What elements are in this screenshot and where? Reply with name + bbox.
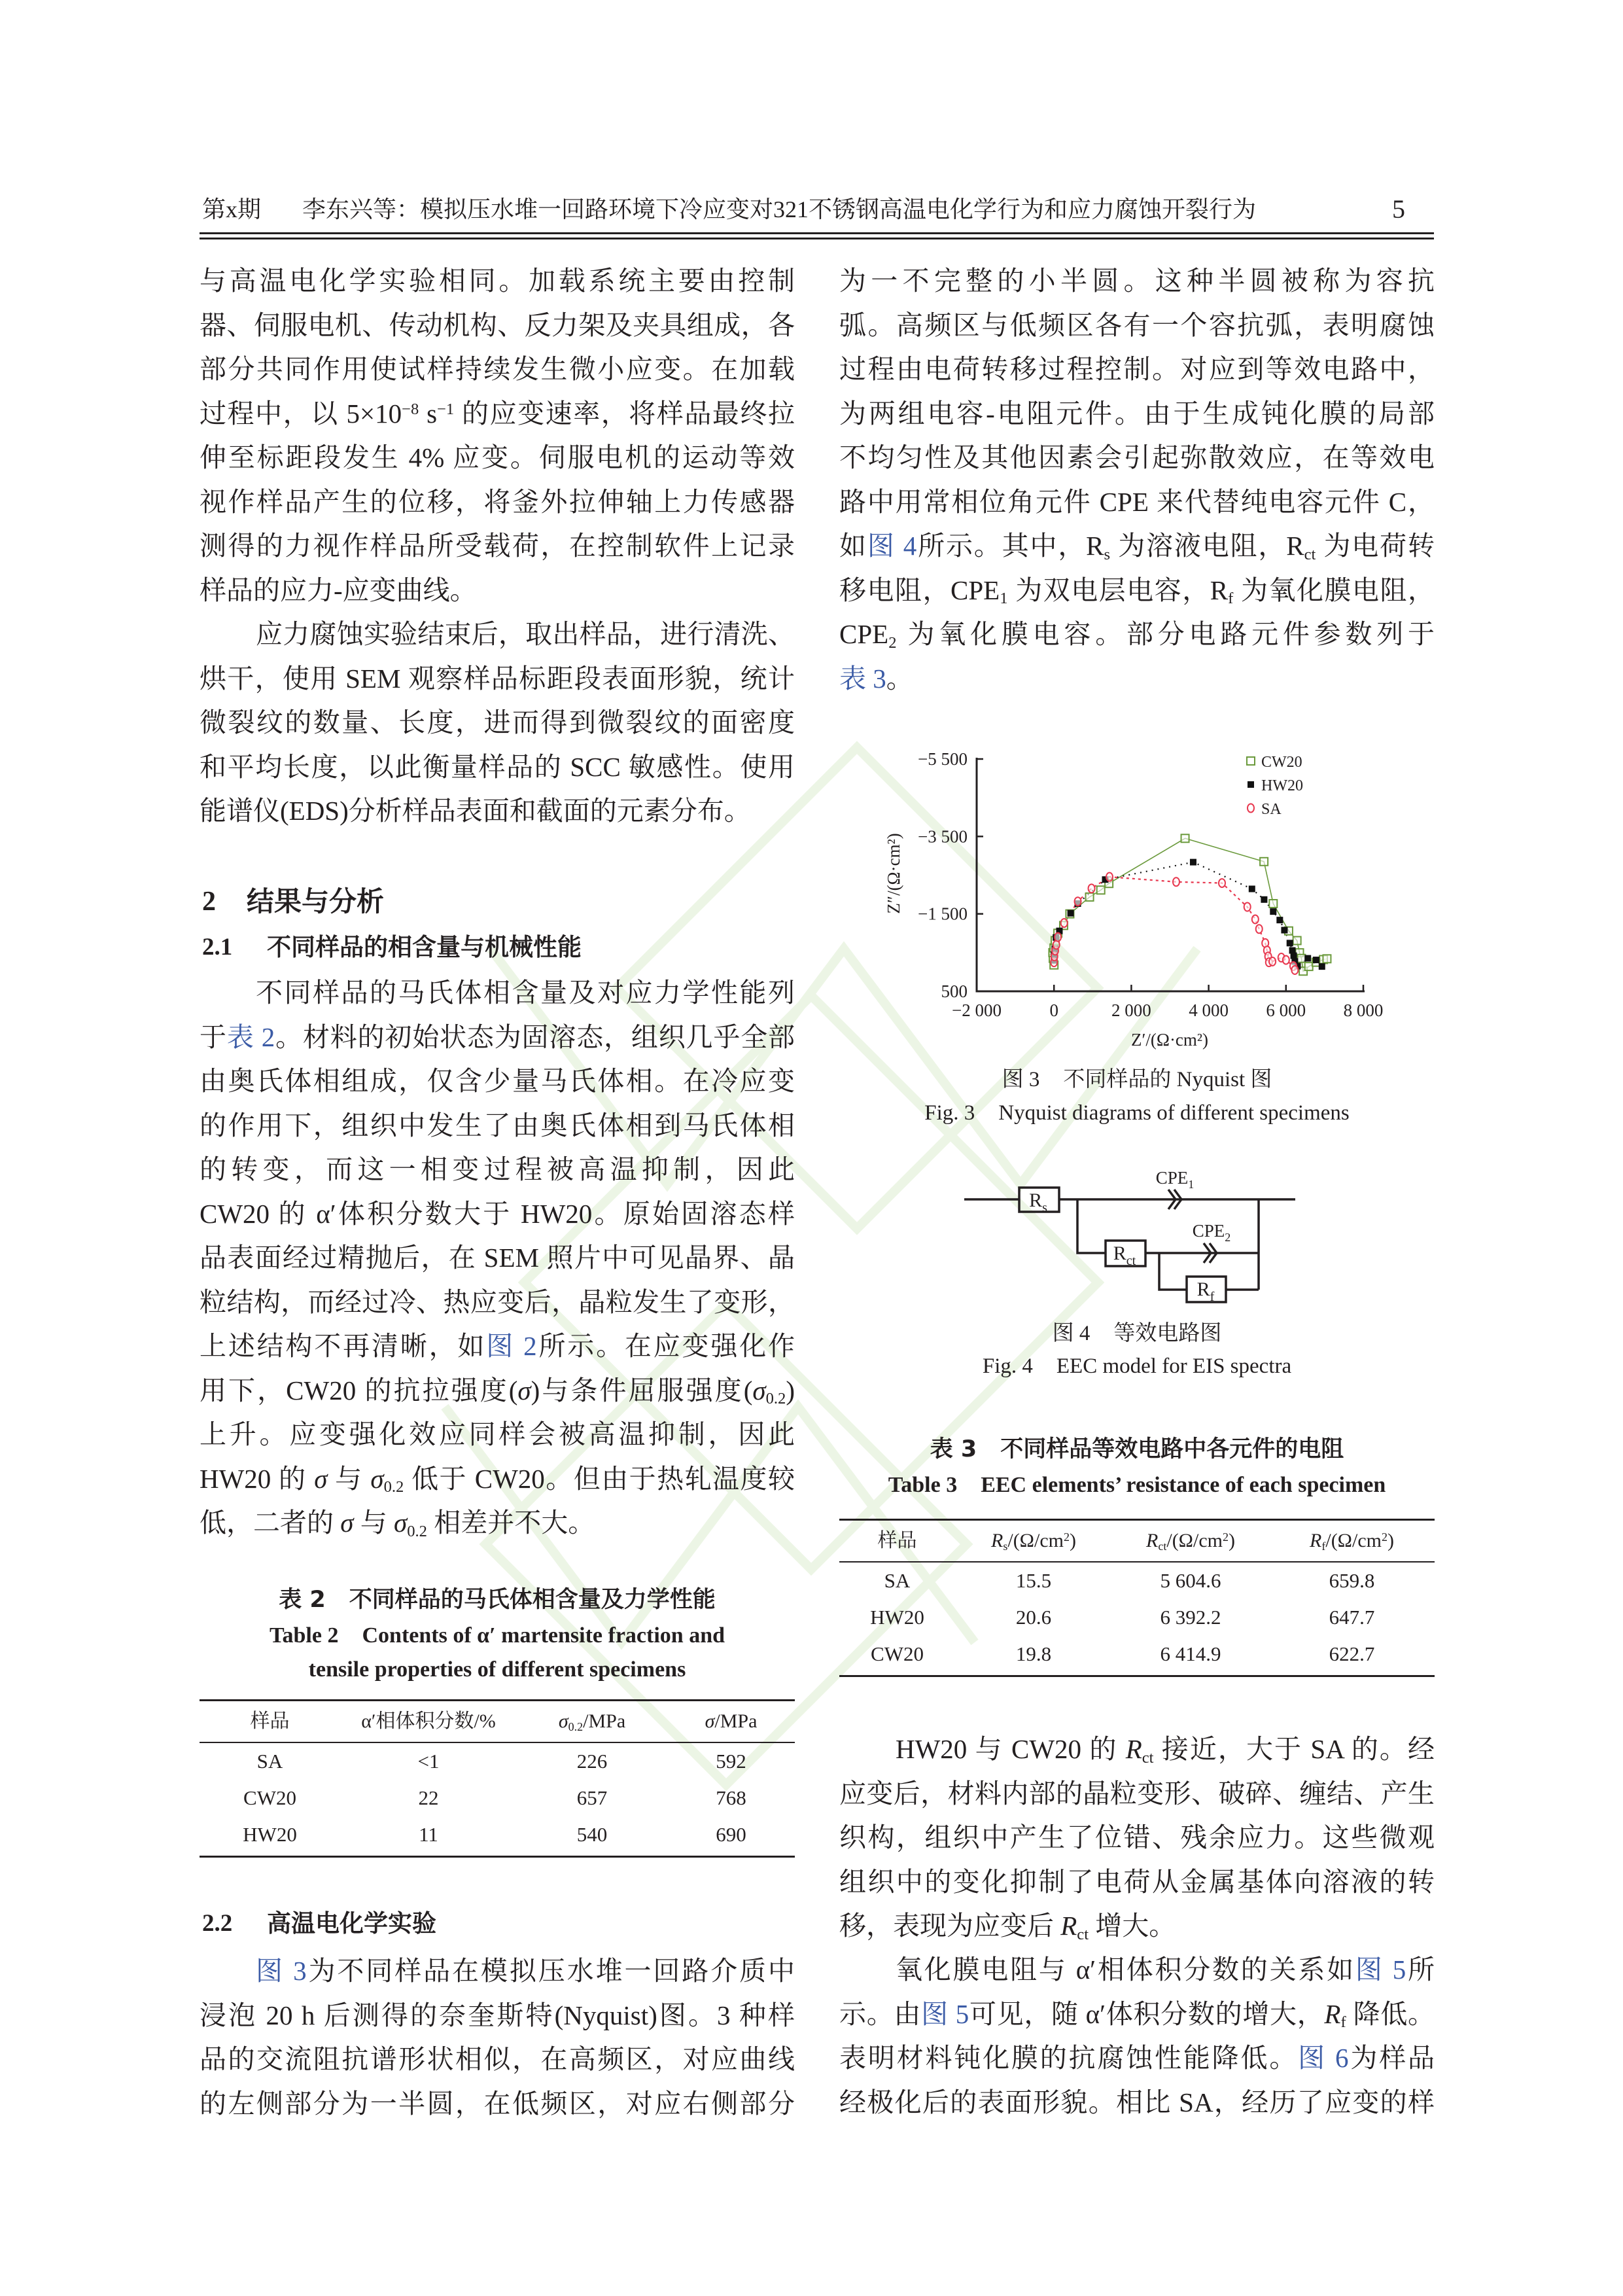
cell-rct: 6 414.9 — [1160, 1642, 1221, 1665]
column-header-martensite-fraction: α′相体积分数/% — [361, 1710, 496, 1732]
sigma-symbol: σ — [370, 1463, 384, 1494]
table-row — [839, 1563, 1435, 1599]
section-number: 2.2 — [202, 1910, 233, 1937]
data-point-cw20 — [1097, 886, 1105, 894]
text-run: 降低。 — [1346, 1998, 1435, 2029]
section-heading-2 — [202, 883, 385, 920]
series-line-hw20 — [1054, 862, 1322, 967]
text-run: 。材料的初始状态为固溶态，组织几乎全部 — [275, 1021, 795, 1052]
data-point-sa — [1256, 925, 1263, 933]
text-line: 伸至标距段发生 4% 应变。伺服电机的运动等效 — [200, 442, 795, 472]
text-line: 过程由电荷转移过程控制。对应到等效电路中， — [839, 354, 1435, 384]
text-run: 为电荷转 — [1316, 531, 1435, 561]
label-main: R — [1196, 1279, 1210, 1300]
unit: /(Ω/cm — [1007, 1530, 1064, 1551]
sigma-symbol: σ — [314, 1463, 328, 1494]
y-tick-label: −5 500 — [918, 749, 968, 769]
figure4-title-en: EEC model for EIS spectra — [1056, 1354, 1292, 1378]
text-run: )与条件屈服强度( — [531, 1375, 753, 1405]
text-line: 的左侧部分为一半圆，在低频区，对应右侧部分 — [200, 2088, 795, 2119]
text-line — [200, 1369, 795, 1413]
legend-label-cw20: CW20 — [1261, 754, 1302, 771]
label-subscript: ct — [1126, 1254, 1136, 1268]
x-axis-label: Z′/(Ω·cm²) — [1130, 1030, 1209, 1050]
x-tick-label: 0 — [1049, 1000, 1058, 1020]
text-run: 于 — [200, 1021, 227, 1052]
header-rule-bottom — [200, 238, 1434, 239]
text-line — [839, 569, 1435, 613]
issue-label: 第x期 — [202, 196, 262, 222]
text-run: 所 — [1406, 1954, 1435, 1985]
cell-specimen: HW20 — [243, 1823, 297, 1846]
table2-caption-en-line2: tensile properties of different specimens — [308, 1657, 686, 1682]
subscript: 1 — [1000, 590, 1008, 608]
text-line: 织构，组织中产生了位错、残余应力。这些微观 — [839, 1822, 1435, 1852]
series-line-cw20 — [1053, 838, 1327, 971]
column-header-rs — [955, 1521, 1112, 1561]
superscript: 2 — [1063, 1530, 1070, 1544]
text-run: 低于 CW20。但由于热轧温度较 — [404, 1463, 795, 1494]
table2-caption-en — [200, 1619, 795, 1652]
text-line: 品表面经过精抛后，在 SEM 照片中可见晶界、晶 — [200, 1243, 795, 1273]
symbol: R — [1324, 1998, 1341, 2029]
text-line: 器、伺服电机、传动机构、反力架及夹具组成，各 — [200, 309, 795, 340]
figure4-caption-cn — [839, 1318, 1435, 1349]
data-point-cw20 — [1260, 858, 1268, 866]
text-line — [839, 1904, 1435, 1949]
text-line: 浸泡 20 h 后测得的奈奎斯特(Nyquist)图。3 种样 — [200, 2000, 795, 2030]
figure3-caption-cn — [839, 1065, 1435, 1095]
text-run: HW20 的 — [200, 1463, 315, 1494]
table-row — [839, 1599, 1435, 1636]
legend-marker-cw20 — [1247, 757, 1255, 765]
text-run: 。 — [886, 663, 913, 694]
text-line: 不均匀性及其他因素会引起弥散效应，在等效电 — [839, 442, 1435, 472]
symbol: R — [1125, 1734, 1142, 1764]
text-line — [200, 392, 795, 436]
subscript: 0.2 — [568, 1720, 584, 1734]
table3-caption-en — [839, 1469, 1435, 1502]
link-table-2[interactable]: 表 2 — [226, 1021, 275, 1052]
link-figure-3[interactable]: 图 3 — [256, 1956, 307, 1986]
equivalent-circuit-diagram — [962, 1165, 1302, 1315]
unit: /(Ω/cm — [1166, 1530, 1223, 1551]
legend-marker-sa — [1248, 804, 1254, 813]
column-header-specimen: 样品 — [250, 1710, 290, 1732]
paragraph-eis-continued — [839, 259, 1435, 701]
cell-tensile: 768 — [716, 1786, 746, 1809]
legend-marker-hw20 — [1248, 781, 1254, 788]
table3 — [839, 1519, 1435, 1677]
data-point-sa — [1269, 957, 1276, 966]
section-number: 2 — [202, 887, 216, 917]
cell-rf: 622.7 — [1329, 1642, 1375, 1665]
x-tick-label: 2 000 — [1111, 1000, 1151, 1020]
cell-tensile: 592 — [716, 1750, 746, 1773]
symbol: R — [1060, 1911, 1077, 1941]
figure4-title-cn: 等效电路图 — [1113, 1322, 1222, 1345]
text-run: 如 — [839, 531, 867, 561]
text-run: 接近，大于 SA 的。经 — [1153, 1734, 1435, 1764]
link-figure-5[interactable]: 图 5 — [921, 1998, 969, 2029]
subscript: 2 — [888, 633, 897, 652]
text-line: 应力腐蚀实验结束后，取出样品，进行清洗、 — [256, 619, 795, 649]
text-line — [839, 1948, 1435, 1992]
text-run: 与 — [327, 1463, 371, 1494]
cell-specimen: HW20 — [870, 1606, 924, 1629]
data-point-sa — [1252, 915, 1259, 923]
label-subscript: s — [1042, 1201, 1047, 1215]
y-tick-label: −3 500 — [918, 826, 968, 847]
paragraph-rct-discussion — [839, 1727, 1435, 1949]
text-run: s — [419, 398, 438, 429]
cell-yield: 657 — [576, 1786, 608, 1809]
paragraph-phase-content — [200, 971, 795, 1545]
section-title: 高温电化学实验 — [267, 1909, 436, 1937]
text-line: 微裂纹的数量、长度，进而得到微裂纹的面密度 — [200, 707, 795, 737]
text-run: ) — [786, 1375, 795, 1405]
cell-specimen: CW20 — [243, 1786, 296, 1809]
data-point-hw20 — [1249, 886, 1255, 892]
table2-label-en: Table 2 — [269, 1623, 339, 1648]
nyquist-chart — [839, 733, 1435, 1063]
data-point-hw20 — [1291, 953, 1297, 959]
label-cpe2 — [1193, 1221, 1231, 1244]
column-header-specimen: 样品 — [877, 1530, 917, 1551]
superscript: 2 — [1222, 1530, 1229, 1544]
column-header-rct — [1112, 1521, 1269, 1561]
table3-caption-cn — [839, 1433, 1435, 1466]
subscript: ct — [1142, 1748, 1154, 1767]
label-subscript: 2 — [1225, 1231, 1231, 1244]
text-run: 为氧化膜电容。部分电路元件参数列于 — [896, 619, 1435, 649]
unit-close: ) — [1069, 1530, 1076, 1551]
text-run: 为溶液电阻，R — [1110, 531, 1304, 561]
data-point-sa — [1075, 897, 1081, 906]
cell-rct: 6 392.2 — [1160, 1606, 1221, 1629]
symbol: R — [1310, 1530, 1322, 1551]
subscript: f — [1321, 1540, 1326, 1553]
text-run: 表明材料钝化膜的抗腐蚀性能降低。 — [839, 2043, 1299, 2073]
paragraph-scc-test — [200, 612, 795, 834]
link-figure-2[interactable]: 图 2 — [486, 1331, 537, 1361]
sigma-symbol: σ — [752, 1375, 766, 1405]
figure4-caption-en — [839, 1351, 1435, 1381]
text-line: 路中用常相位角元件 CPE 来代替纯电容元件 C， — [839, 486, 1435, 517]
text-run: 为氧化膜电阻， — [1233, 574, 1435, 605]
data-point-sa — [1055, 933, 1061, 942]
data-point-cw20 — [1269, 900, 1277, 908]
table3-title-en: EEC elements’ resistance of each specimen — [981, 1473, 1386, 1497]
text-line — [839, 1727, 1435, 1772]
cell-specimen: CW20 — [871, 1642, 924, 1665]
table3-label-cn: 表 3 — [930, 1436, 977, 1462]
text-run: 相差并不大。 — [427, 1508, 595, 1538]
superscript: −8 — [402, 400, 419, 419]
text-run: 所示。在应变强化作 — [536, 1331, 795, 1361]
data-point-sa — [1283, 956, 1289, 964]
text-line: 与高温电化学实验相同。加载系统主要由控制 — [200, 266, 795, 296]
data-point-sa — [1219, 879, 1225, 887]
text-line: 经极化后的表面形貌。相比 SA，经历了应变的样 — [839, 2087, 1435, 2117]
text-line: 组织中的变化抑制了电荷从金属基体向溶液的转 — [839, 1866, 1435, 1897]
x-tick-label: 4 000 — [1189, 1000, 1229, 1020]
text-line — [839, 524, 1435, 569]
data-point-cw20 — [1323, 955, 1331, 963]
legend-label-sa: SA — [1261, 801, 1282, 818]
text-run: 为双电层电容，R — [1007, 574, 1229, 605]
text-run: 为不同样品在模拟压水堆一回路介质中 — [306, 1956, 795, 1986]
paragraph-loading-system — [200, 259, 795, 612]
paragraph-eis-intro — [200, 1949, 795, 2126]
superscript: 2 — [1381, 1530, 1387, 1544]
text-line: 部分共同作用使试样持续发生微小应变。在加载 — [200, 354, 795, 384]
cell-fraction: 11 — [419, 1823, 438, 1846]
symbol: R — [991, 1530, 1003, 1551]
subscript: f — [1340, 2013, 1346, 2032]
cell-fraction: 22 — [418, 1786, 439, 1809]
subscript: ct — [1304, 545, 1316, 563]
text-run: CPE — [839, 619, 889, 649]
figure3-title-en: Nyquist diagrams of different specimens — [998, 1101, 1350, 1125]
section-heading-2-2 — [202, 1907, 436, 1941]
text-run: 过程中，以 5×10 — [200, 398, 402, 429]
link-figure-5[interactable]: 图 5 — [1355, 1954, 1406, 1985]
table2-caption-cn — [200, 1583, 795, 1616]
label-rf — [1197, 1279, 1215, 1304]
x-tick-label: 6 000 — [1266, 1000, 1306, 1020]
cell-rf: 647.7 — [1329, 1606, 1375, 1629]
table3-title-cn: 不同样品等效电路中各元件的电阻 — [1000, 1436, 1344, 1462]
subscript: 0.2 — [765, 1390, 786, 1408]
subscript: ct — [1077, 1925, 1089, 1943]
text-run: 用下，CW20 的抗拉强度( — [200, 1375, 518, 1405]
text-line: 视作样品产生的位移，将釜外拉伸轴上力传感器 — [200, 486, 795, 517]
cell-tensile: 690 — [716, 1823, 746, 1846]
column-header-yield-strength — [517, 1701, 667, 1742]
superscript: −1 — [437, 400, 455, 419]
sigma-symbol: σ — [393, 1508, 408, 1538]
data-point-hw20 — [1281, 927, 1287, 934]
data-point-cw20 — [1293, 936, 1301, 944]
table-row — [200, 1780, 795, 1816]
table2-title-en-line1: Contents of α′ martensite fraction and — [362, 1623, 725, 1648]
data-point-hw20 — [1304, 955, 1311, 962]
sigma-symbol: σ — [558, 1710, 568, 1732]
data-point-sa — [1173, 877, 1179, 886]
text-line: 能谱仪(EDS)分析样品表面和截面的元素分布。 — [200, 796, 751, 826]
text-line: 由奥氏体相组成，仅含少量马氏体相。在冷应变 — [200, 1066, 795, 1096]
text-run: 所示。其中，R — [916, 531, 1104, 561]
table-row — [200, 1816, 795, 1853]
text-line: 粒结构，而经过冷、热应变后，晶粒发生了变形， — [200, 1286, 795, 1317]
data-point-cw20 — [1181, 834, 1189, 842]
cell-rs: 15.5 — [1015, 1569, 1052, 1592]
text-line: 品的交流阻抗谱形状相似，在高频区，对应曲线 — [200, 2044, 795, 2074]
page-number: 5 — [1392, 194, 1405, 224]
sigma-symbol: σ — [517, 1375, 531, 1405]
cell-specimen: SA — [884, 1569, 911, 1592]
text-line: 为两组电容-电阻元件。由于生成钝化膜的局部 — [839, 398, 1435, 429]
label-main: CPE — [1155, 1168, 1189, 1188]
figure4-label-en: Fig. 4 — [982, 1354, 1033, 1378]
column-header-rf — [1269, 1521, 1435, 1561]
text-line: 的作用下，组织中发生了由奥氏体相到马氏体相 — [200, 1110, 795, 1140]
section-title: 结果与分析 — [247, 885, 385, 917]
text-run: HW20 与 CW20 的 — [896, 1734, 1126, 1764]
text-run: 可见，随 α′体积分数的增大， — [969, 1998, 1325, 2029]
paragraph-rf-discussion — [839, 1948, 1435, 2125]
cell-yield: 540 — [576, 1823, 608, 1846]
subscript: 0.2 — [407, 1522, 427, 1540]
text-line — [200, 1457, 795, 1502]
table-header-row — [839, 1521, 1435, 1563]
section-heading-2-1 — [202, 930, 582, 964]
figure3-caption-en — [839, 1098, 1435, 1128]
cell-yield: 226 — [576, 1750, 608, 1773]
unit-close: ) — [1387, 1530, 1394, 1551]
subscript: ct — [1158, 1540, 1167, 1553]
label-cpe1 — [1156, 1168, 1195, 1191]
data-point-hw20 — [1319, 963, 1325, 970]
y-tick-label: −1 500 — [918, 904, 968, 924]
subscript: s — [1104, 545, 1111, 563]
text-line — [200, 1324, 795, 1369]
text-line: 的转变，而这一相变过程被高温抑制，因此 — [200, 1154, 795, 1184]
text-run: 增大。 — [1089, 1911, 1176, 1941]
table2-label-cn: 表 2 — [279, 1587, 326, 1613]
link-figure-6[interactable]: 图 6 — [1298, 2043, 1349, 2073]
unit: /MPa — [583, 1710, 626, 1732]
sigma-symbol: σ — [705, 1710, 715, 1732]
data-point-hw20 — [1270, 908, 1276, 915]
subscript: s — [1003, 1540, 1008, 1553]
data-point-sa — [1244, 903, 1251, 911]
text-line — [200, 1016, 795, 1060]
text-line — [200, 1949, 795, 1994]
figure3-label-en: Fig. 3 — [924, 1101, 975, 1125]
data-point-cw20 — [1297, 955, 1305, 963]
cell-rf: 659.8 — [1329, 1569, 1375, 1592]
figure3-title-cn: 不同样品的 Nyquist 图 — [1063, 1068, 1272, 1091]
symbol: R — [1146, 1530, 1159, 1551]
text-run: 为样品 — [1348, 2043, 1435, 2073]
table-row — [200, 1743, 795, 1780]
subscript: 0.2 — [383, 1478, 404, 1496]
header-rule-top — [200, 232, 1434, 234]
text-line — [839, 657, 1435, 701]
text-run: 上述结构不再清晰，如 — [200, 1331, 487, 1361]
subscript: f — [1228, 590, 1234, 608]
text-line: 为一不完整的小半圆。这种半圆被称为容抗 — [839, 266, 1435, 296]
table-header-row — [200, 1701, 795, 1743]
circuit-wires — [964, 1188, 1295, 1302]
section-number: 2.1 — [202, 934, 233, 961]
text-run: 示。由 — [839, 1998, 922, 2029]
label-main: R — [1029, 1190, 1043, 1211]
wire-branch — [1077, 1199, 1106, 1253]
table2-title-cn: 不同样品的马氏体相含量及力学性能 — [349, 1587, 716, 1613]
cell-rs: 19.8 — [1015, 1642, 1052, 1665]
x-tick-label: −2 000 — [952, 1000, 1002, 1020]
text-line: 弧。高频区与低频区各有一个容抗弧，表明腐蚀 — [839, 309, 1435, 340]
text-line: 烘干，使用 SEM 观察样品标距段表面形貌，统计 — [200, 663, 795, 694]
sigma-symbol: σ — [340, 1508, 354, 1538]
text-line: 测得的力视作样品所受载荷，在控制软件上记录 — [200, 531, 795, 561]
table3-label-en: Table 3 — [888, 1473, 958, 1497]
data-point-sa — [1089, 884, 1095, 892]
data-point-hw20 — [1190, 859, 1196, 866]
legend-label-hw20: HW20 — [1261, 777, 1303, 794]
data-point-cw20 — [1305, 963, 1313, 970]
text-line: 上升。应变强化效应同样会被高温抑制，因此 — [200, 1419, 795, 1449]
data-point-sa — [1061, 919, 1068, 927]
link-figure-4[interactable]: 图 4 — [867, 531, 917, 561]
text-run: 移，表现为应变后 — [839, 1911, 1061, 1941]
text-run: 氧化膜电阻与 α′相体积分数的关系如 — [896, 1954, 1355, 1985]
unit-close: ) — [1228, 1530, 1235, 1551]
cell-rct: 5 604.6 — [1160, 1569, 1221, 1592]
text-run: 的应变速率，将样品最终拉 — [454, 398, 795, 429]
text-line — [839, 1992, 1435, 2037]
label-subscript: 1 — [1188, 1178, 1195, 1191]
label-main: CPE — [1192, 1221, 1225, 1241]
label-main: R — [1113, 1243, 1126, 1264]
label-subscript: f — [1210, 1290, 1215, 1304]
text-line: CW20 的 α′体积分数大于 HW20。原始固溶态样 — [200, 1198, 795, 1229]
text-line: 不同样品的马氏体相含量及对应力学性能列 — [256, 978, 795, 1008]
text-line: 样品的应力-应变曲线。 — [200, 574, 477, 605]
text-line — [839, 612, 1435, 657]
figure4-label-cn: 图 4 — [1052, 1322, 1091, 1345]
data-point-hw20 — [1287, 940, 1293, 946]
data-point-hw20 — [1313, 957, 1319, 963]
text-line — [839, 2036, 1435, 2081]
y-tick-label: 500 — [941, 981, 968, 1001]
text-run: 低，二者的 — [200, 1508, 341, 1538]
section-title: 不同样品的相含量与机械性能 — [267, 933, 582, 961]
text-line: 和平均长度，以此衡量样品的 SCC 敏感性。使用 — [200, 751, 795, 782]
data-point-hw20 — [1261, 896, 1267, 903]
data-point-sa — [1291, 966, 1298, 974]
wire-inner-branch — [1159, 1253, 1187, 1290]
table2 — [200, 1699, 795, 1858]
text-line: 应变后，材料内部的晶粒变形、破碎、缠结、产生 — [839, 1778, 1435, 1809]
data-point-hw20 — [1276, 917, 1283, 923]
y-axis-label: Z″/(Ω·cm²) — [884, 833, 903, 914]
unit: /MPa — [714, 1710, 758, 1732]
data-point-cw20 — [1086, 893, 1094, 901]
column-header-tensile-strength — [667, 1701, 795, 1742]
data-point-sa — [1106, 873, 1113, 881]
cell-specimen: SA — [256, 1750, 283, 1773]
running-title: 李东兴等：模拟压水堆一回路环境下冷应变对321不锈钢高温电化学行为和应力腐蚀开裂行为 — [302, 196, 1257, 222]
table-row — [839, 1636, 1435, 1672]
figure3-label-cn: 图 3 — [1002, 1068, 1040, 1091]
label-rct — [1113, 1243, 1136, 1268]
link-table-3[interactable]: 表 3 — [839, 663, 886, 694]
data-point-hw20 — [1068, 910, 1074, 917]
unit: /(Ω/cm — [1325, 1530, 1382, 1551]
cell-fraction: <1 — [417, 1750, 440, 1773]
cell-rs: 20.6 — [1015, 1606, 1052, 1629]
text-run: 与 — [353, 1508, 394, 1538]
text-run: 移电阻，CPE — [839, 574, 1000, 605]
x-tick-label: 8 000 — [1343, 1000, 1384, 1020]
text-line — [200, 1501, 795, 1545]
